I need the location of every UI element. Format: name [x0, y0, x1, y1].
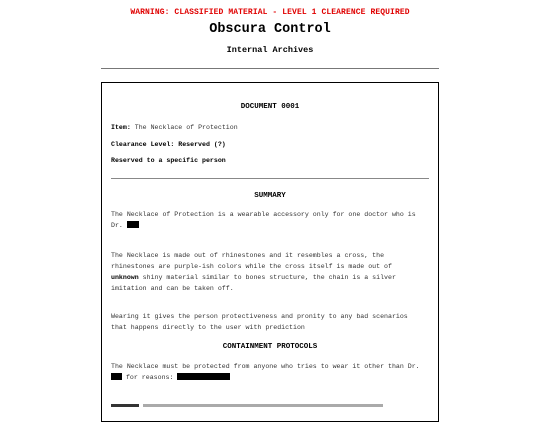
- item-line: [111, 122, 238, 133]
- summary-p1-dr: Dr.: [111, 222, 123, 229]
- redaction-bar: [111, 373, 122, 380]
- summary-p1-line2: [111, 220, 429, 231]
- truncated-text-fragment: [111, 404, 139, 407]
- containment-heading: CONTAINMENT PROTOCOLS: [222, 343, 318, 351]
- summary-paragraph-1: [111, 209, 429, 231]
- containment-p1-reasons: for reasons:: [125, 374, 174, 381]
- summary-heading: SUMMARY: [254, 192, 286, 200]
- summary-p2-line2: rhinestones are purple-ish colors while the cross itself is made out of: [111, 263, 392, 270]
- summary-p2-line4: imitation and can be taken off.: [111, 285, 234, 292]
- document-panel: [101, 82, 439, 422]
- classified-warning: WARNING: CLASSIFIED MATERIAL - LEVEL 1 CLEARENCE REQUIRED: [130, 8, 410, 17]
- summary-p2-line3: [111, 272, 429, 283]
- cut-off-paragraph: [111, 401, 429, 407]
- summary-paragraph-3: [111, 311, 429, 333]
- containment-paragraph-1: [111, 361, 429, 383]
- containment-p1-line2: [111, 372, 429, 383]
- reserved-line: [111, 155, 226, 166]
- clearance-line: [111, 139, 226, 150]
- clearance-text: Clearance Level: Reserved (?): [111, 141, 226, 148]
- summary-p2-line1: The Necklace is made out of rhinestones and it resembles a cross, the: [111, 252, 385, 259]
- page-title: Obscura Control: [209, 22, 331, 37]
- summary-p1-line1: The Necklace of Protection is a wearable accessory only for one doctor who is: [111, 211, 416, 218]
- reserved-text: Reserved to a specific person: [111, 157, 226, 164]
- item-value: The Necklace of Protection: [134, 124, 238, 131]
- summary-p2-line3-rest: shiny material similar to bones structure, the chain is a silver: [138, 274, 396, 281]
- document-id: DOCUMENT 0001: [240, 103, 300, 111]
- unknown-emphasis: unknown: [111, 274, 139, 281]
- truncated-text-fragment: [143, 404, 383, 407]
- containment-p1-line1: The Necklace must be protected from anyone who tries to wear it other than Dr.: [111, 363, 420, 370]
- summary-p3-line2: that happens directly to the user with prediction: [111, 324, 305, 331]
- page-subtitle: Internal Archives: [226, 45, 314, 55]
- redaction-bar: [177, 373, 230, 380]
- item-label: Item:: [111, 124, 131, 131]
- summary-paragraph-2: [111, 250, 429, 294]
- header-divider: [101, 68, 439, 69]
- section-divider: [111, 178, 429, 179]
- summary-p3-line1: Wearing it gives the person protectiveness and pronity to any bad scenarios: [111, 313, 408, 320]
- redaction-bar: [127, 221, 139, 228]
